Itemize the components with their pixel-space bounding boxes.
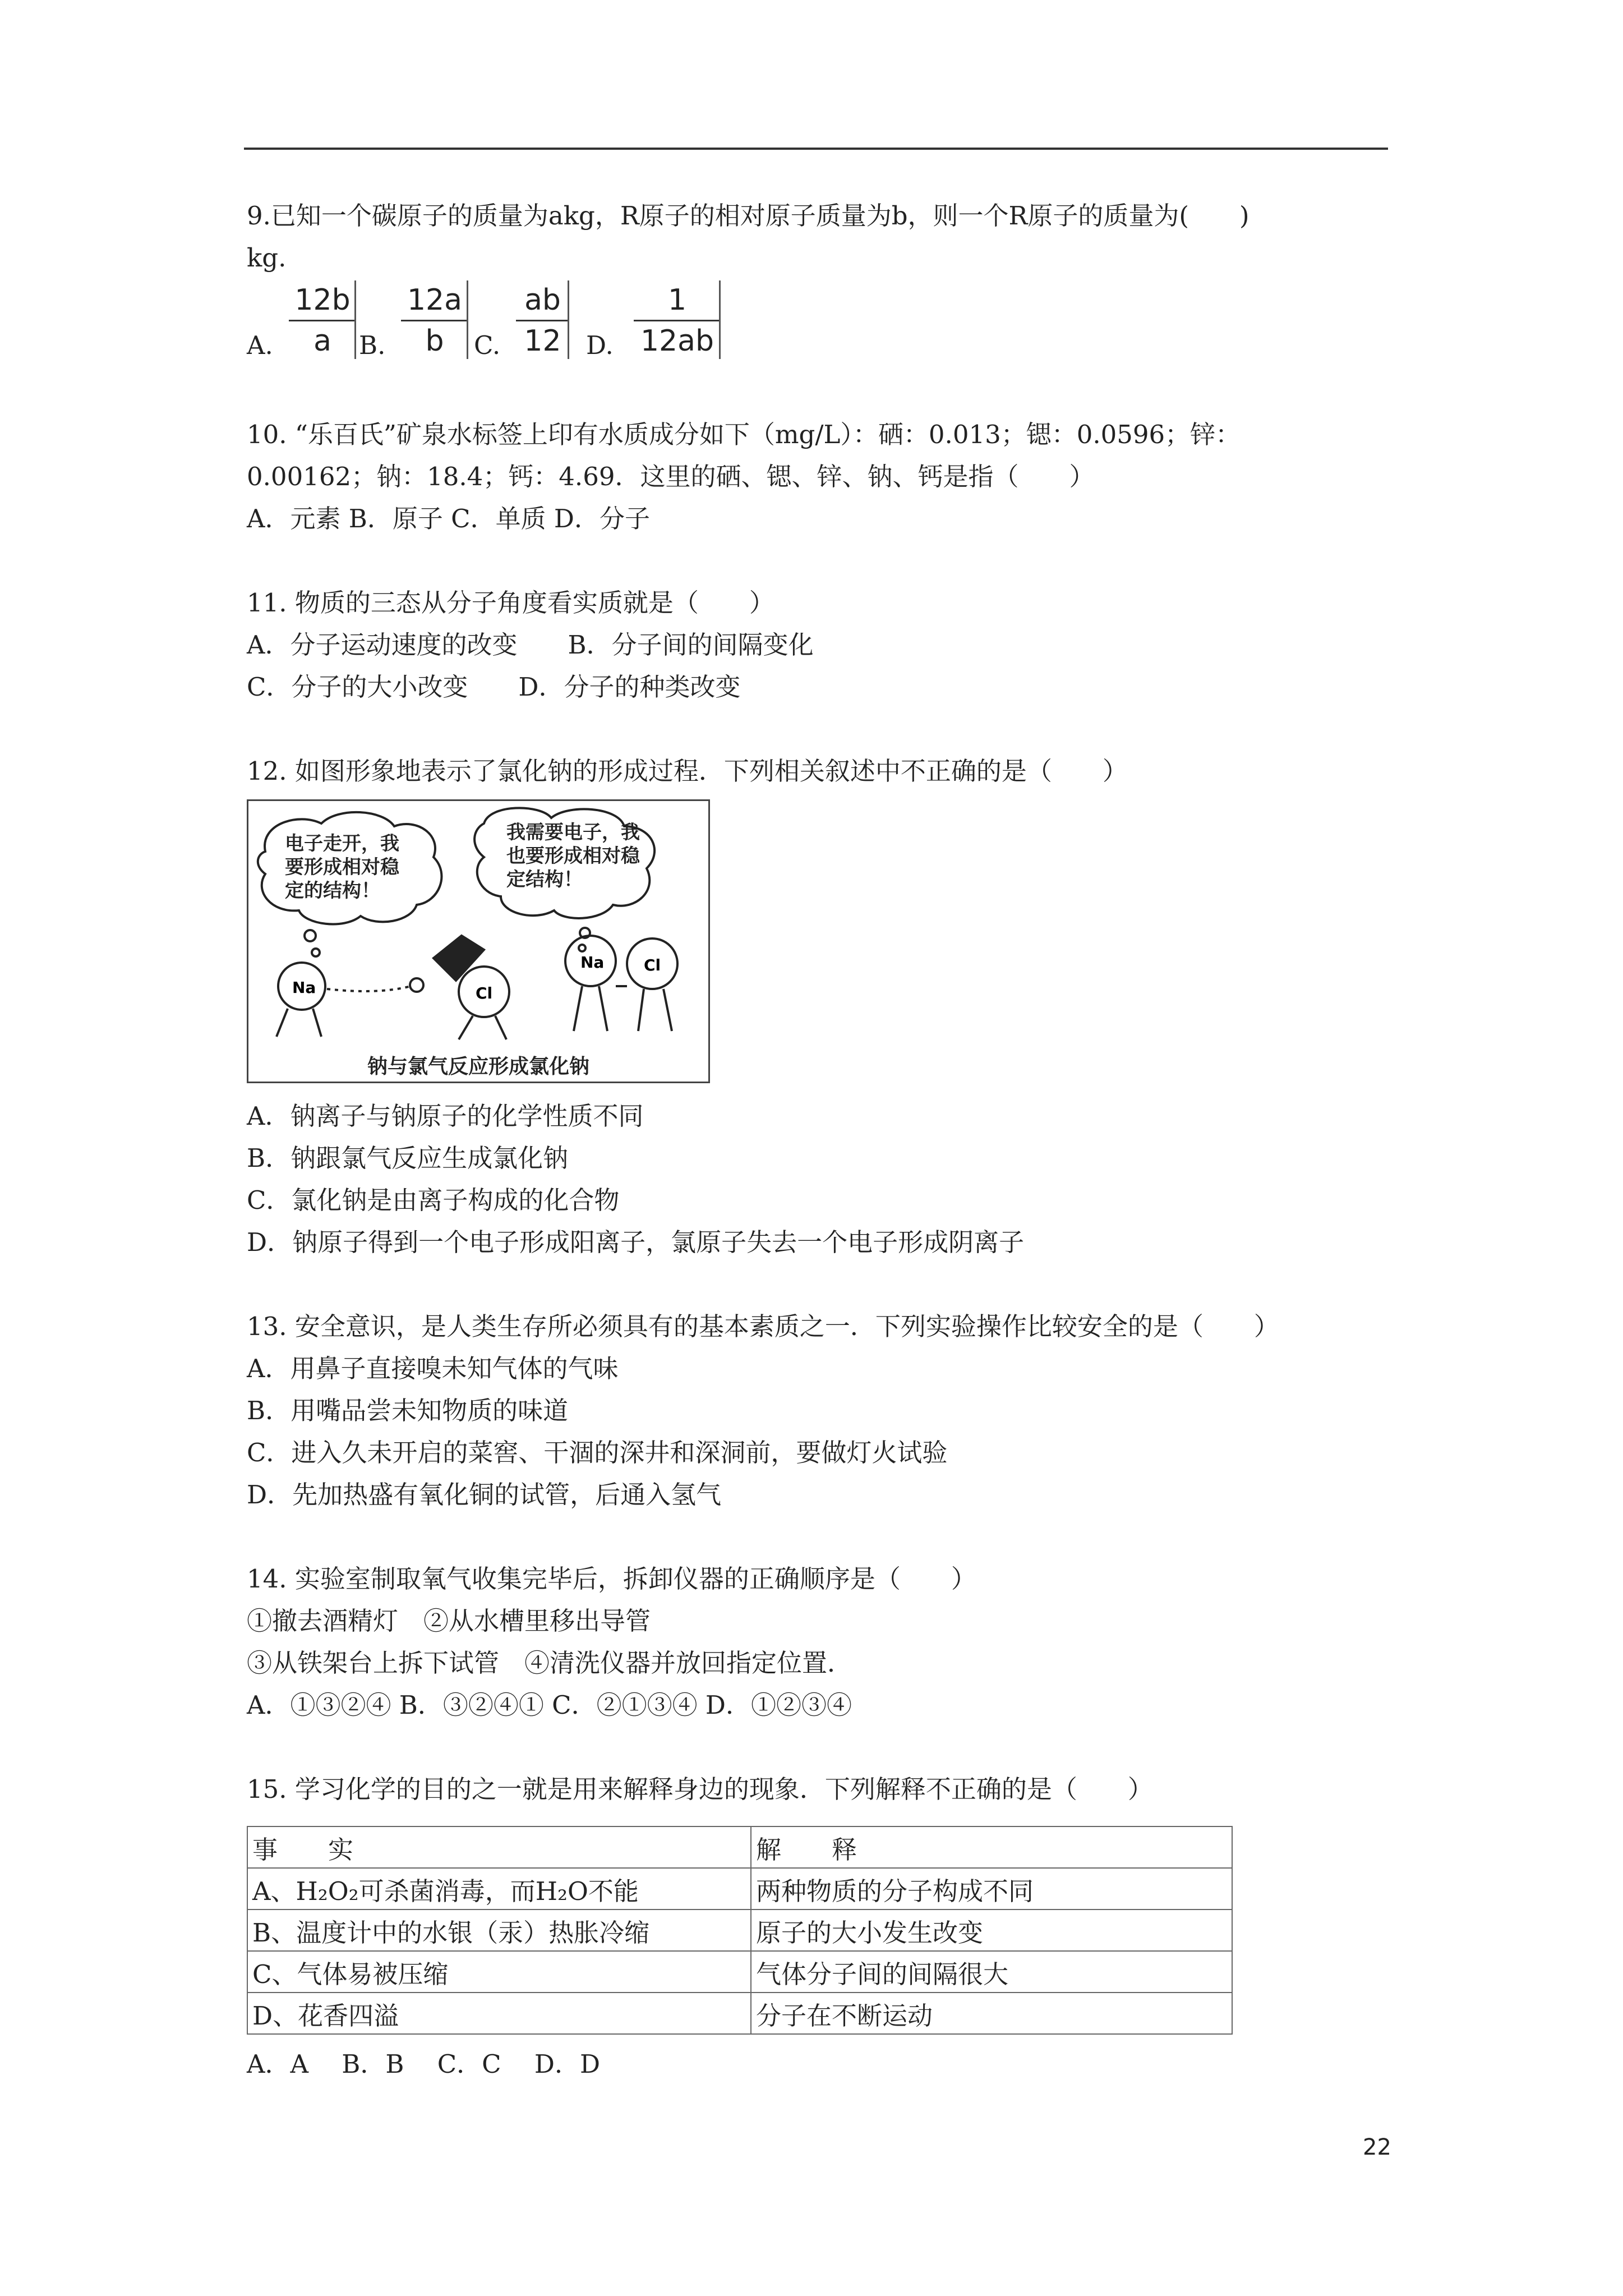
fact-explanation-table xyxy=(247,1826,1233,2035)
na-ion-leg xyxy=(599,986,607,1031)
cl-ion-label: Cl xyxy=(644,956,661,974)
table-header-row xyxy=(247,1826,1232,1868)
header-fact: 事 实 xyxy=(247,1826,751,1868)
fact-cell: A、H₂O₂可杀菌消毒，而H₂O不能 xyxy=(247,1868,751,1910)
fraction-numerator: 12b xyxy=(294,283,351,317)
q10-stem-line1: 10. “乐百氏”矿泉水标签上印有水质成分如下（mg/L）：硒：0.013；锶：0.0596；锌： xyxy=(247,420,1241,449)
fraction-denominator: 12 xyxy=(524,324,561,358)
fraction xyxy=(516,280,569,359)
q11-stem: 11. 物质的三态从分子角度看实质就是（ ） xyxy=(247,588,774,618)
cl-ion-leg xyxy=(663,989,672,1031)
option-letter: B. xyxy=(359,330,386,360)
q10-stem-line2: 0.00162；钠：18.4；钙：4.69．这里的硒、锶、锌、钠、钙是指（ ） xyxy=(247,462,1095,491)
fact-cell: D、花香四溢 xyxy=(247,1993,751,2034)
fraction xyxy=(289,280,356,359)
q12-option-d: D．钠原子得到一个电子形成阳离子，氯原子失去一个电子形成阴离子 xyxy=(247,1227,1025,1257)
header-explanation: 解 释 xyxy=(751,1826,1232,1868)
bubble-dot xyxy=(312,949,320,956)
fraction xyxy=(634,280,721,359)
explanation-cell: 分子在不断运动 xyxy=(751,1993,1232,2034)
q15-stem: 15. 学习化学的目的之一就是用来解释身边的现象．下列解释不正确的是（ ） xyxy=(247,1774,1153,1804)
fraction-numerator: 12a xyxy=(407,283,463,317)
q12-option-a: A．钠离子与钠原子的化学性质不同 xyxy=(247,1101,644,1131)
fraction-bar xyxy=(516,320,569,321)
q12-option-b: B．钠跟氯气反应生成氯化钠 xyxy=(247,1143,569,1173)
q9-stem-line2: kg. xyxy=(247,243,287,273)
fraction-denominator: b xyxy=(425,324,444,358)
explanation-cell: 气体分子间的间隔很大 xyxy=(751,1951,1232,1993)
q14-steps-line1: ①撤去酒精灯 ②从水槽里移出导管 xyxy=(247,1606,651,1636)
q11-options-line1: A．分子运动速度的改变 B．分子间的间隔变化 xyxy=(247,630,814,660)
option-letter: D. xyxy=(586,330,614,360)
table-row xyxy=(247,1910,1232,1951)
cl-leg xyxy=(459,1016,473,1039)
bubble-right-text: 我需要电子，我 也要形成相对稳 定结构！ xyxy=(506,821,640,891)
na-ion-leg xyxy=(574,986,582,1031)
fraction xyxy=(401,280,468,359)
electron-trail xyxy=(327,986,411,991)
q13-stem: 13. 安全意识，是人类生存所必须具有的基本素质之一．下列实验操作比较安全的是（ ） xyxy=(247,1312,1279,1341)
net-icon xyxy=(434,936,484,981)
fraction-bar xyxy=(289,320,356,321)
fraction-edge xyxy=(568,280,569,359)
fraction-numerator: 1 xyxy=(667,283,687,317)
bubble-dot xyxy=(579,945,585,951)
fact-cell: C、气体易被压缩 xyxy=(247,1951,751,1993)
q11-options-line2: C．分子的大小改变 D．分子的种类改变 xyxy=(247,672,741,702)
q15-options: A．A B．B C．C D．D xyxy=(247,2049,601,2079)
q14-stem: 14. 实验室制取氧气收集完毕后，拆卸仪器的正确顺序是（ ） xyxy=(247,1564,976,1594)
option-letter: A. xyxy=(247,330,273,360)
electron-icon xyxy=(410,978,423,992)
explanation-cell: 两种物质的分子构成不同 xyxy=(751,1868,1232,1910)
q10-options: A．元素 B．原子 C．单质 D．分子 xyxy=(247,504,650,533)
cl-leg xyxy=(495,1016,506,1039)
q12-option-c: C．氯化钠是由离子构成的化合物 xyxy=(247,1185,620,1215)
fraction-edge xyxy=(354,280,356,359)
fraction-denominator: a xyxy=(313,324,331,358)
q13-option-c: C．进入久未开启的菜窖、干涸的深井和深洞前，要做灯火试验 xyxy=(247,1438,948,1467)
header-rule xyxy=(244,148,1388,150)
q13-option-b: B．用嘴品尝未知物质的味道 xyxy=(247,1396,569,1425)
cartoon-caption: 钠与氯气反应形成氯化钠 xyxy=(367,1055,589,1078)
q14-options: A．①③②④ B．③②④① C．②①③④ D．①②③④ xyxy=(247,1690,852,1720)
fraction-bar xyxy=(634,320,721,321)
table-row xyxy=(247,1868,1232,1910)
cl-ion-leg xyxy=(638,989,644,1031)
na-label: Na xyxy=(292,978,316,997)
cl-label: Cl xyxy=(476,984,493,1002)
option-letter: C. xyxy=(474,330,501,360)
page-number: 22 xyxy=(1363,2134,1391,2160)
fraction-edge xyxy=(719,280,721,359)
na-leg xyxy=(313,1009,321,1037)
bubble-left-text: 电子走开，我 要形成相对稳 定的结构！ xyxy=(285,832,399,902)
q13-option-a: A．用鼻子直接嗅未知气体的气味 xyxy=(247,1354,619,1383)
bubble-dot xyxy=(305,930,316,941)
explanation-cell: 原子的大小发生改变 xyxy=(751,1910,1232,1951)
fraction-numerator: ab xyxy=(524,283,561,317)
na-leg xyxy=(276,1009,288,1037)
sodium-chloride-cartoon xyxy=(247,799,710,1083)
q9-options xyxy=(247,280,1088,365)
fraction-edge xyxy=(467,280,468,359)
na-ion-label: Na xyxy=(580,953,605,972)
fact-cell: B、温度计中的水银（汞）热胀冷缩 xyxy=(247,1910,751,1951)
table-row xyxy=(247,1951,1232,1993)
table-row xyxy=(247,1993,1232,2034)
q9-stem-line1: 9.已知一个碳原子的质量为akg，R原子的相对原子质量为b，则一个R原子的质量为( ) xyxy=(247,201,1249,231)
fraction-denominator: 12ab xyxy=(640,324,714,358)
q14-steps-line2: ③从铁架台上拆下试管 ④清洗仪器并放回指定位置． xyxy=(247,1648,853,1678)
q12-stem: 12. 如图形象地表示了氯化钠的形成过程．下列相关叙述中不正确的是（ ） xyxy=(247,756,1128,786)
fraction-bar xyxy=(401,320,468,321)
q13-option-d: D．先加热盛有氧化铜的试管，后通入氢气 xyxy=(247,1480,722,1510)
